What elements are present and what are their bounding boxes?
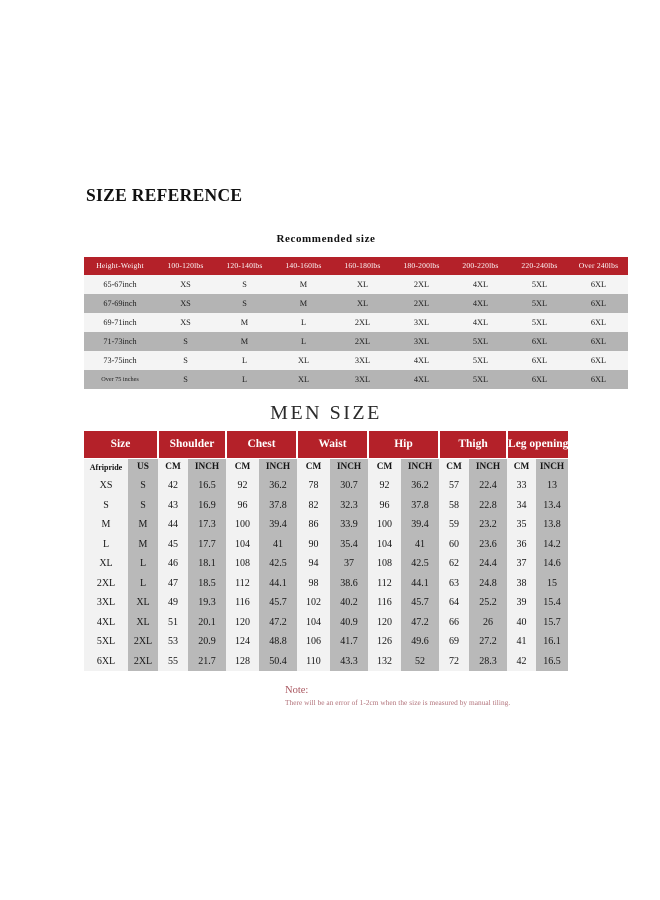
men-group-header-row xyxy=(84,431,568,459)
cell-size: S xyxy=(156,351,215,370)
cell-us: L xyxy=(128,574,158,594)
cell-afripride: L xyxy=(84,535,128,555)
cell-thigh-cm: 69 xyxy=(439,632,469,652)
cell-size: 5XL xyxy=(510,294,569,313)
cell-hip-cm: 126 xyxy=(368,632,401,652)
cell-thigh-inch: 23.6 xyxy=(469,535,507,555)
cell-leg-cm: 41 xyxy=(507,632,536,652)
unit-header-hip-inch: INCH xyxy=(401,459,439,477)
cell-afripride: 4XL xyxy=(84,613,128,633)
cell-thigh-inch: 27.2 xyxy=(469,632,507,652)
cell-size: 6XL xyxy=(569,313,628,332)
cell-chest-inch: 45.7 xyxy=(259,593,297,613)
table-row xyxy=(84,275,628,294)
group-header-thigh: Thigh xyxy=(439,431,507,459)
cell-size: 2XL xyxy=(333,313,392,332)
cell-hip-cm: 100 xyxy=(368,515,401,535)
men-unit-header-row xyxy=(84,459,568,477)
cell-thigh-cm: 62 xyxy=(439,554,469,574)
cell-size: 6XL xyxy=(569,332,628,351)
cell-size: 6XL xyxy=(569,275,628,294)
cell-size: 4XL xyxy=(392,370,451,389)
table-row xyxy=(84,370,628,389)
unit-header-leg-cm: CM xyxy=(507,459,536,477)
cell-us: 2XL xyxy=(128,652,158,672)
group-header-chest: Chest xyxy=(226,431,297,459)
cell-afripride: 3XL xyxy=(84,593,128,613)
cell-thigh-cm: 58 xyxy=(439,496,469,516)
cell-chest-cm: 92 xyxy=(226,476,259,496)
cell-hip-cm: 132 xyxy=(368,652,401,672)
column-header-weight-1: 100-120lbs xyxy=(156,257,215,275)
cell-leg-inch: 15.4 xyxy=(536,593,568,613)
unit-header-shoulder-inch: INCH xyxy=(188,459,226,477)
cell-size: XL xyxy=(274,370,333,389)
cell-thigh-inch: 25.2 xyxy=(469,593,507,613)
group-header-shoulder: Shoulder xyxy=(158,431,226,459)
cell-hip-cm: 120 xyxy=(368,613,401,633)
unit-header-us: US xyxy=(128,459,158,477)
cell-chest-inch: 39.4 xyxy=(259,515,297,535)
cell-height: 69-71inch xyxy=(84,313,156,332)
cell-size: 3XL xyxy=(392,313,451,332)
table-row xyxy=(84,294,628,313)
cell-waist-inch: 35.4 xyxy=(330,535,368,555)
cell-thigh-inch: 22.8 xyxy=(469,496,507,516)
page-title: SIZE REFERENCE xyxy=(86,185,243,205)
cell-waist-inch: 33.9 xyxy=(330,515,368,535)
group-header-size: Size xyxy=(84,431,158,459)
column-header-weight-5: 180-200lbs xyxy=(392,257,451,275)
cell-leg-cm: 38 xyxy=(507,574,536,594)
cell-us: M xyxy=(128,515,158,535)
cell-chest-inch: 47.2 xyxy=(259,613,297,633)
column-header-weight-8: Over 240lbs xyxy=(569,257,628,275)
cell-size: 5XL xyxy=(451,351,510,370)
cell-waist-cm: 94 xyxy=(297,554,330,574)
table-row xyxy=(84,554,568,574)
cell-size: S xyxy=(215,275,274,294)
cell-size: M xyxy=(274,275,333,294)
cell-hip-inch: 41 xyxy=(401,535,439,555)
note-block xyxy=(285,684,585,708)
cell-shoulder-cm: 44 xyxy=(158,515,188,535)
cell-thigh-cm: 59 xyxy=(439,515,469,535)
men-size-table-body xyxy=(84,476,568,671)
cell-size: 4XL xyxy=(451,275,510,294)
cell-chest-inch: 41 xyxy=(259,535,297,555)
cell-chest-cm: 124 xyxy=(226,632,259,652)
cell-thigh-cm: 64 xyxy=(439,593,469,613)
cell-chest-cm: 96 xyxy=(226,496,259,516)
cell-size: 5XL xyxy=(510,275,569,294)
cell-chest-cm: 108 xyxy=(226,554,259,574)
cell-leg-inch: 16.1 xyxy=(536,632,568,652)
cell-hip-inch: 49.6 xyxy=(401,632,439,652)
column-header-weight-6: 200-220lbs xyxy=(451,257,510,275)
cell-size: M xyxy=(274,294,333,313)
cell-size: L xyxy=(274,313,333,332)
cell-waist-cm: 102 xyxy=(297,593,330,613)
cell-afripride: M xyxy=(84,515,128,535)
cell-size: L xyxy=(274,332,333,351)
cell-leg-cm: 33 xyxy=(507,476,536,496)
cell-shoulder-cm: 49 xyxy=(158,593,188,613)
men-size-title: MEN SIZE xyxy=(270,402,382,424)
cell-chest-cm: 104 xyxy=(226,535,259,555)
cell-size: XL xyxy=(333,275,392,294)
table-row xyxy=(84,476,568,496)
cell-waist-inch: 43.3 xyxy=(330,652,368,672)
men-size-table xyxy=(84,431,568,671)
cell-shoulder-inch: 19.3 xyxy=(188,593,226,613)
cell-leg-cm: 35 xyxy=(507,515,536,535)
cell-waist-cm: 90 xyxy=(297,535,330,555)
cell-hip-cm: 116 xyxy=(368,593,401,613)
cell-waist-inch: 32.3 xyxy=(330,496,368,516)
column-header-weight-4: 160-180lbs xyxy=(333,257,392,275)
cell-hip-cm: 96 xyxy=(368,496,401,516)
cell-leg-inch: 13.4 xyxy=(536,496,568,516)
unit-header-waist-inch: INCH xyxy=(330,459,368,477)
cell-size: L xyxy=(215,370,274,389)
cell-afripride: 6XL xyxy=(84,652,128,672)
cell-height: 73-75inch xyxy=(84,351,156,370)
cell-size: 6XL xyxy=(569,351,628,370)
cell-shoulder-inch: 18.5 xyxy=(188,574,226,594)
table-row xyxy=(84,613,568,633)
cell-us: S xyxy=(128,476,158,496)
recommended-size-table-container xyxy=(84,257,619,389)
cell-shoulder-inch: 17.7 xyxy=(188,535,226,555)
cell-us: M xyxy=(128,535,158,555)
cell-thigh-cm: 72 xyxy=(439,652,469,672)
cell-leg-inch: 15.7 xyxy=(536,613,568,633)
cell-shoulder-cm: 51 xyxy=(158,613,188,633)
cell-leg-cm: 39 xyxy=(507,593,536,613)
cell-size: 4XL xyxy=(392,351,451,370)
cell-hip-inch: 47.2 xyxy=(401,613,439,633)
cell-height: Over 75 inches xyxy=(84,370,156,389)
cell-size: 6XL xyxy=(569,370,628,389)
cell-shoulder-inch: 18.1 xyxy=(188,554,226,574)
cell-waist-inch: 41.7 xyxy=(330,632,368,652)
cell-waist-inch: 37 xyxy=(330,554,368,574)
cell-chest-inch: 42.5 xyxy=(259,554,297,574)
unit-header-waist-cm: CM xyxy=(297,459,330,477)
table-row xyxy=(84,332,628,351)
cell-size: S xyxy=(156,332,215,351)
cell-thigh-inch: 22.4 xyxy=(469,476,507,496)
cell-size: 5XL xyxy=(451,332,510,351)
cell-leg-cm: 34 xyxy=(507,496,536,516)
unit-header-hip-cm: CM xyxy=(368,459,401,477)
cell-chest-cm: 128 xyxy=(226,652,259,672)
unit-header-afripride: Afripride xyxy=(84,459,128,477)
cell-hip-cm: 112 xyxy=(368,574,401,594)
group-header-leg-opening: Leg opening xyxy=(507,431,568,459)
column-header-weight-7: 220-240lbs xyxy=(510,257,569,275)
group-header-waist: Waist xyxy=(297,431,368,459)
cell-leg-inch: 16.5 xyxy=(536,652,568,672)
cell-chest-cm: 120 xyxy=(226,613,259,633)
cell-leg-cm: 40 xyxy=(507,613,536,633)
cell-afripride: XS xyxy=(84,476,128,496)
cell-shoulder-inch: 20.9 xyxy=(188,632,226,652)
cell-thigh-cm: 60 xyxy=(439,535,469,555)
table-row xyxy=(84,535,568,555)
cell-shoulder-cm: 55 xyxy=(158,652,188,672)
cell-leg-inch: 15 xyxy=(536,574,568,594)
cell-leg-cm: 42 xyxy=(507,652,536,672)
cell-hip-inch: 37.8 xyxy=(401,496,439,516)
unit-header-chest-inch: INCH xyxy=(259,459,297,477)
table-row xyxy=(84,351,628,370)
cell-waist-inch: 30.7 xyxy=(330,476,368,496)
cell-leg-inch: 14.6 xyxy=(536,554,568,574)
cell-hip-inch: 45.7 xyxy=(401,593,439,613)
cell-shoulder-cm: 47 xyxy=(158,574,188,594)
cell-size: XS xyxy=(156,294,215,313)
cell-size: 2XL xyxy=(333,332,392,351)
cell-size: 6XL xyxy=(510,332,569,351)
cell-thigh-inch: 28.3 xyxy=(469,652,507,672)
table-row xyxy=(84,496,568,516)
cell-waist-cm: 104 xyxy=(297,613,330,633)
unit-header-thigh-inch: INCH xyxy=(469,459,507,477)
cell-size: XL xyxy=(333,294,392,313)
unit-header-chest-cm: CM xyxy=(226,459,259,477)
cell-chest-cm: 116 xyxy=(226,593,259,613)
cell-chest-inch: 50.4 xyxy=(259,652,297,672)
cell-thigh-cm: 63 xyxy=(439,574,469,594)
cell-leg-inch: 14.2 xyxy=(536,535,568,555)
cell-size: 4XL xyxy=(451,294,510,313)
note-title: Note: xyxy=(285,685,309,696)
cell-size: M xyxy=(215,332,274,351)
cell-size: 6XL xyxy=(510,351,569,370)
cell-waist-cm: 98 xyxy=(297,574,330,594)
cell-height: 67-69inch xyxy=(84,294,156,313)
cell-size: 3XL xyxy=(333,351,392,370)
cell-afripride: 5XL xyxy=(84,632,128,652)
cell-leg-cm: 37 xyxy=(507,554,536,574)
cell-hip-inch: 42.5 xyxy=(401,554,439,574)
cell-size: XL xyxy=(274,351,333,370)
cell-size: 3XL xyxy=(333,370,392,389)
table-row xyxy=(84,515,568,535)
cell-hip-inch: 36.2 xyxy=(401,476,439,496)
cell-waist-cm: 106 xyxy=(297,632,330,652)
recommended-size-table xyxy=(84,257,628,389)
cell-hip-cm: 104 xyxy=(368,535,401,555)
cell-thigh-cm: 66 xyxy=(439,613,469,633)
cell-size: XS xyxy=(156,313,215,332)
cell-size: S xyxy=(215,294,274,313)
recommended-size-caption: Recommended size xyxy=(276,233,376,245)
column-header-weight-3: 140-160lbs xyxy=(274,257,333,275)
cell-hip-inch: 39.4 xyxy=(401,515,439,535)
cell-us: 2XL xyxy=(128,632,158,652)
cell-shoulder-cm: 53 xyxy=(158,632,188,652)
cell-shoulder-inch: 21.7 xyxy=(188,652,226,672)
cell-waist-inch: 40.9 xyxy=(330,613,368,633)
cell-size: 4XL xyxy=(451,313,510,332)
cell-size: 6XL xyxy=(569,294,628,313)
cell-size: L xyxy=(215,351,274,370)
cell-thigh-inch: 23.2 xyxy=(469,515,507,535)
cell-thigh-inch: 24.8 xyxy=(469,574,507,594)
cell-waist-cm: 78 xyxy=(297,476,330,496)
cell-waist-cm: 86 xyxy=(297,515,330,535)
cell-thigh-inch: 24.4 xyxy=(469,554,507,574)
cell-waist-cm: 110 xyxy=(297,652,330,672)
table-header-row xyxy=(84,257,628,275)
cell-chest-cm: 112 xyxy=(226,574,259,594)
unit-header-shoulder-cm: CM xyxy=(158,459,188,477)
cell-shoulder-inch: 16.5 xyxy=(188,476,226,496)
cell-shoulder-cm: 46 xyxy=(158,554,188,574)
cell-waist-inch: 38.6 xyxy=(330,574,368,594)
table-row xyxy=(84,632,568,652)
cell-chest-cm: 100 xyxy=(226,515,259,535)
cell-afripride: 2XL xyxy=(84,574,128,594)
cell-waist-inch: 40.2 xyxy=(330,593,368,613)
cell-hip-inch: 52 xyxy=(401,652,439,672)
table-row xyxy=(84,313,628,332)
cell-height: 71-73inch xyxy=(84,332,156,351)
cell-size: 5XL xyxy=(510,313,569,332)
cell-height: 65-67inch xyxy=(84,275,156,294)
men-size-table-container xyxy=(84,431,568,671)
cell-afripride: XL xyxy=(84,554,128,574)
cell-us: L xyxy=(128,554,158,574)
cell-leg-inch: 13 xyxy=(536,476,568,496)
cell-us: XL xyxy=(128,613,158,633)
table-row xyxy=(84,652,568,672)
cell-thigh-inch: 26 xyxy=(469,613,507,633)
cell-afripride: S xyxy=(84,496,128,516)
cell-size: 5XL xyxy=(451,370,510,389)
cell-waist-cm: 82 xyxy=(297,496,330,516)
table-row xyxy=(84,593,568,613)
cell-leg-cm: 36 xyxy=(507,535,536,555)
cell-size: S xyxy=(156,370,215,389)
cell-hip-inch: 44.1 xyxy=(401,574,439,594)
cell-shoulder-cm: 45 xyxy=(158,535,188,555)
cell-shoulder-inch: 16.9 xyxy=(188,496,226,516)
cell-thigh-cm: 57 xyxy=(439,476,469,496)
cell-shoulder-cm: 42 xyxy=(158,476,188,496)
unit-header-thigh-cm: CM xyxy=(439,459,469,477)
note-text: There will be an error of 1-2cm when the size is measured by manual tiling. xyxy=(285,698,511,707)
cell-chest-inch: 37.8 xyxy=(259,496,297,516)
cell-us: XL xyxy=(128,593,158,613)
cell-size: 2XL xyxy=(392,294,451,313)
table-row xyxy=(84,574,568,594)
cell-shoulder-inch: 20.1 xyxy=(188,613,226,633)
cell-size: XS xyxy=(156,275,215,294)
cell-size: 3XL xyxy=(392,332,451,351)
cell-size: 2XL xyxy=(392,275,451,294)
column-header-weight-2: 120-140lbs xyxy=(215,257,274,275)
unit-header-leg-inch: INCH xyxy=(536,459,568,477)
cell-size: M xyxy=(215,313,274,332)
cell-hip-cm: 108 xyxy=(368,554,401,574)
group-header-hip: Hip xyxy=(368,431,439,459)
cell-shoulder-inch: 17.3 xyxy=(188,515,226,535)
cell-chest-inch: 48.8 xyxy=(259,632,297,652)
cell-us: S xyxy=(128,496,158,516)
cell-chest-inch: 36.2 xyxy=(259,476,297,496)
cell-leg-inch: 13.8 xyxy=(536,515,568,535)
cell-size: 6XL xyxy=(510,370,569,389)
column-header-height-weight: Height-Weight xyxy=(84,257,156,275)
cell-chest-inch: 44.1 xyxy=(259,574,297,594)
cell-hip-cm: 92 xyxy=(368,476,401,496)
cell-shoulder-cm: 43 xyxy=(158,496,188,516)
